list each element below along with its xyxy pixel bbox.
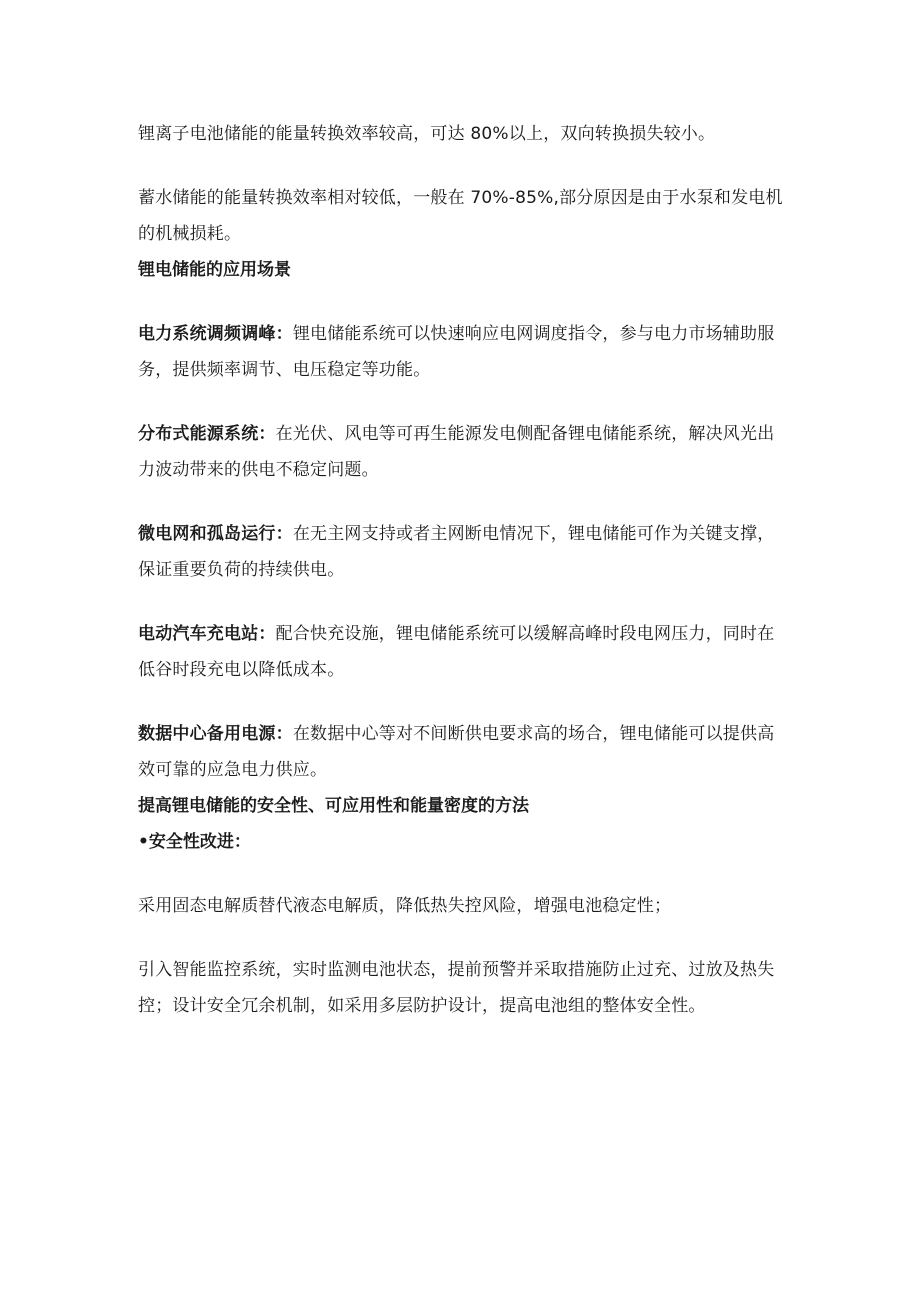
application-item-title: 微电网和孤岛运行： bbox=[138, 524, 293, 544]
section-heading-improvement-methods: 提高锂电储能的安全性、可应用性和能量密度的方法 bbox=[138, 796, 529, 816]
application-item bbox=[138, 716, 788, 788]
application-item bbox=[138, 616, 788, 688]
application-item bbox=[138, 516, 788, 588]
application-item bbox=[138, 416, 788, 488]
application-item-title: 分布式能源系统： bbox=[138, 424, 276, 444]
subheading-safety-improvements: •安全性改进： bbox=[138, 832, 251, 852]
application-item-title: 电力系统调频调峰： bbox=[138, 324, 293, 344]
application-item-text: 配合快充设施，锂电储能系统可以缓解高峰时段电网压力，同时在低谷时段充电以降低成本。 bbox=[138, 624, 775, 680]
safety-paragraph: 采用固态电解质替代液态电解质，降低热失控风险，增强电池稳定性； bbox=[138, 896, 672, 916]
document-body bbox=[138, 116, 788, 1024]
paragraph-efficiency-pumped-hydro: 蓄水储能的能量转换效率相对较低，一般在 70%-85%,部分原因是由于水泵和发电机的机械损耗。 bbox=[138, 188, 783, 244]
application-item-text: 在数据中心等对不间断供电要求高的场合，锂电储能可以提供高效可靠的应急电力供应。 bbox=[138, 724, 775, 780]
application-item-text: 在无主网支持或者主网断电情况下，锂电储能可作为关键支撑，保证重要负荷的持续供电。 bbox=[138, 524, 775, 580]
application-item-text: 在光伏、风电等可再生能源发电侧配备锂电储能系统，解决风光出力波动带来的供电不稳定问题。 bbox=[138, 424, 775, 480]
application-item-title: 电动汽车充电站： bbox=[138, 624, 276, 644]
application-item-text: 锂电储能系统可以快速响应电网调度指令，参与电力市场辅助服务，提供频率调节、电压稳定等功能。 bbox=[138, 324, 775, 380]
section-heading-applications: 锂电储能的应用场景 bbox=[138, 260, 291, 280]
safety-paragraph: 引入智能监控系统，实时监测电池状态，提前预警并采取措施防止过充、过放及热失控；设计安全冗余机制，如采用多层防护设计，提高电池组的整体安全性。 bbox=[138, 960, 775, 1016]
application-item bbox=[138, 316, 788, 388]
application-item-title: 数据中心备用电源： bbox=[138, 724, 293, 744]
paragraph-efficiency-lithium: 锂离子电池储能的能量转换效率较高，可达 80%以上，双向转换损失较小。 bbox=[138, 124, 716, 144]
